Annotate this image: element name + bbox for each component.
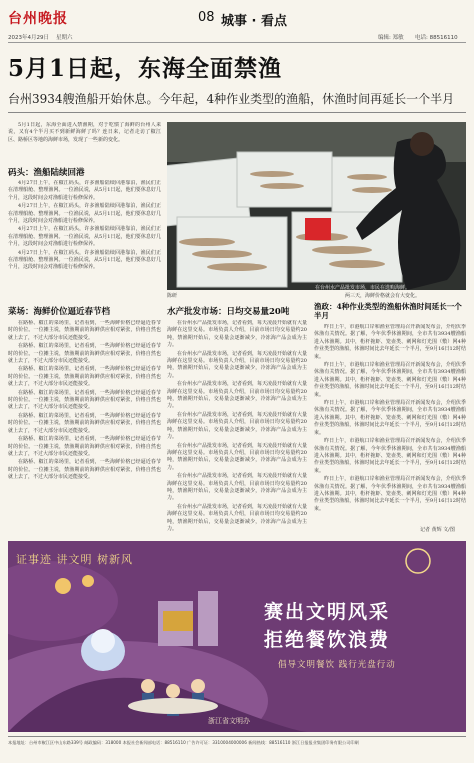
footer: 本报地址：台州市椒江区中山东路339号 邮政编码：318000 本报社会新闻部电话：88516110 广告许可证：3310004000006 新闻热线：88516110 浙江日报报业集团印务有限公司印刷	[8, 740, 359, 745]
issue-weekday: 星期六	[56, 35, 73, 41]
section-text-wholesale: 在台州水产品批发市场，记者看到，每天凌晨开始就有大量海鲜在这里交易。市场负责人介绍，目前市场日均交易量约20吨，禁渔期开始后，交易量会逐渐减少，冷冻海产品会成为主力。 在台州水产品批发市场，记者看到，每天凌晨开始就有大量海鲜在这里交易。市场负责人介绍，目前市场日均交易量约20吨，禁渔期开始后，交易量会逐渐减少，冷冻海产品会成为主力。 在台州水产品批发市场，记者看到，每天凌晨开始就有大量海鲜在这里交易。市场负责人介绍，目前市场日均交易量约20吨，禁渔期开始后，交易量会逐渐减少，冷冻海产品会成为主力。 在台州水产品批发市场，记者看到，每天凌晨开始就有大量海鲜在这里交易。市场负责人介绍，目前市场日均交易量约20吨，禁渔期开始后，交易量会逐渐减少，冷冻海产品会成为主力。 在台州水产品批发市场，记者看到，每天凌晨开始就有大量海鲜在这里交易。市场负责人介绍，目前市场日均交易量约20吨，禁渔期开始后，交易量会逐渐减少，冷冻海产品会成为主力。 在台州水产品批发市场，记者看到，每天凌晨开始就有大量海鲜在这里交易。市场负责人介绍，目前市场日均交易量约20吨，禁渔期开始后，交易量会逐渐减少，冷冻海产品会成为主力。 在台州水产品批发市场，记者看到，每天凌晨开始就有大量海鲜在这里交易。市场负责人介绍，目前市场日均交易量约20吨，禁渔期开始后，交易量会逐渐减少，冷冻海产品会成为主力。	[167, 320, 307, 532]
masthead	[8, 6, 466, 32]
section-text-dock: 4月27日上午，在椒江码头，许多渔船陆续回港靠泊，渔民们正在清理船舱、整理渔网。一位渔民说，从5月1日起，他们要休息好几个月，这段时间会对渔船进行检修保养。 4月27日上午，在椒江码头，许多渔船陆续回港靠泊，渔民们正在清理船舱、整理渔网。一位渔民说，从5月1日起，他们要休息好几个月，这段时间会对渔船进行检修保养。 4月27日上午，在椒江码头，许多渔船陆续回港靠泊，渔民们正在清理船舱、整理渔网。一位渔民说，从5月1日起，他们要休息好几个月，这段时间会对渔船进行检修保养。 4月27日上午，在椒江码头，许多渔船陆续回港靠泊，渔民们正在清理船舱、整理渔网。一位渔民说，从5月1日起，他们要休息好几个月，这段时间会对渔船进行检修保养。	[8, 180, 161, 271]
page-number: 08	[198, 10, 215, 25]
footer-divider	[8, 736, 466, 737]
section-heading-fishery: 渔政：4种作业类型的渔船休渔时间延长一个半月	[314, 302, 462, 320]
photo-caption: 在台州水产品批发市场，市民在选购海鲜。	[315, 285, 411, 291]
photo-caption-right: 两三天，海鲜价格就会有大变化。	[345, 293, 421, 299]
info-bar	[8, 32, 466, 43]
ad-title-line1: 赛出文明风采	[264, 601, 391, 623]
page-subheadline: 台州3934艘渔船开始休息。今年起，4种作业类型的渔船，休渔时间再延长一个半月	[8, 92, 455, 106]
ad-top-slogan: 证事迹 讲文明 树新风	[16, 553, 133, 566]
ad-organization: 浙江省文明办	[208, 717, 250, 725]
editor-phone: 电话: 88516110	[415, 35, 458, 41]
section-heading-dock: 码头：渔船陆续回港	[8, 168, 85, 178]
section-text-market: 在路桥、椒江的菜场里，记者看到，一些海鲜价格已经逼近春节时的价位。一位摊主说，禁渔期前的海鲜供应相对紧张，价格自然也就上去了，不过大部分市民还能接受。 在路桥、椒江的菜场里，记者看到，一些海鲜价格已经逼近春节时的价位。一位摊主说，禁渔期前的海鲜供应相对紧张，价格自然也就上去了，不过大部分市民还能接受。 在路桥、椒江的菜场里，记者看到，一些海鲜价格已经逼近春节时的价位。一位摊主说，禁渔期前的海鲜供应相对紧张，价格自然也就上去了，不过大部分市民还能接受。 在路桥、椒江的菜场里，记者看到，一些海鲜价格已经逼近春节时的价位。一位摊主说，禁渔期前的海鲜供应相对紧张，价格自然也就上去了，不过大部分市民还能接受。 在路桥、椒江的菜场里，记者看到，一些海鲜价格已经逼近春节时的价位。一位摊主说，禁渔期前的海鲜供应相对紧张，价格自然也就上去了，不过大部分市民还能接受。 在路桥、椒江的菜场里，记者看到，一些海鲜价格已经逼近春节时的价位。一位摊主说，禁渔期前的海鲜供应相对紧张，价格自然也就上去了，不过大部分市民还能接受。 在路桥、椒江的菜场里，记者看到，一些海鲜价格已经逼近春节时的价位。一位摊主说，禁渔期前的海鲜供应相对紧张，价格自然也就上去了，不过大部分市民还能接受。	[8, 320, 161, 481]
section-title: 城事 · 看点	[221, 14, 287, 29]
newspaper-logo: 台州晚报	[8, 11, 68, 27]
section-heading-wholesale: 水产批发市场：日均交易量20吨	[167, 307, 290, 317]
ad-illustration	[8, 541, 466, 732]
byline: 记者 黄辉 文/图	[420, 527, 455, 533]
ad-title-line2: 拒绝餐饮浪费	[264, 629, 391, 651]
issue-date: 2023年4月29日	[8, 35, 49, 41]
photo-caption-left: 陈研	[167, 293, 178, 299]
fish-crates-illustration	[167, 122, 466, 290]
ad-subtitle: 倡导文明餐饮 践行光盘行动	[278, 660, 396, 670]
market-photo	[167, 122, 466, 290]
divider	[8, 112, 466, 113]
intro-text: 5月1日起，东海全面进入禁渔期，对于吃惯了海鲜的台州人来说，又有4个半月买不到新鲜海鲜了吗？连日来，记者走访了椒江区、路桥区等地的海鲜市场，发现了一些新的变化。	[8, 122, 161, 143]
section-text-fishery: 昨日上午，市港航口岸和渔业管理局召开新闻发布会，介绍伏季休渔有关情况。据了解，今年伏季休渔期间，全市共有3934艘渔船进入休渔期。其中，桁杆拖虾、笼壶类、刺网和灯光围（敷）网4种作业类型的渔船，休渔时间比去年延长一个半月，至9月16日12时结束。 昨日上午，市港航口岸和渔业管理局召开新闻发布会，介绍伏季休渔有关情况。据了解，今年伏季休渔期间，全市共有3934艘渔船进入休渔期。其中，桁杆拖虾、笼壶类、刺网和灯光围（敷）网4种作业类型的渔船，休渔时间比去年延长一个半月，至9月16日12时结束。 昨日上午，市港航口岸和渔业管理局召开新闻发布会，介绍伏季休渔有关情况。据了解，今年伏季休渔期间，全市共有3934艘渔船进入休渔期。其中，桁杆拖虾、笼壶类、刺网和灯光围（敷）网4种作业类型的渔船，休渔时间比去年延长一个半月，至9月16日12时结束。 昨日上午，市港航口岸和渔业管理局召开新闻发布会，介绍伏季休渔有关情况。据了解，今年伏季休渔期间，全市共有3934艘渔船进入休渔期。其中，桁杆拖虾、笼壶类、刺网和灯光围（敷）网4种作业类型的渔船，休渔时间比去年延长一个半月，至9月16日12时结束。 昨日上午，市港航口岸和渔业管理局召开新闻发布会，介绍伏季休渔有关情况。据了解，今年伏季休渔期间，全市共有3934艘渔船进入休渔期。其中，桁杆拖虾、笼壶类、刺网和灯光围（敷）网4种作业类型的渔船，休渔时间比去年延长一个半月，至9月16日12时结束。	[314, 324, 466, 512]
public-service-ad	[8, 541, 466, 732]
page-headline: 5月1日起，东海全面禁渔	[8, 55, 283, 82]
section-heading-market: 菜场：海鲜价位逼近春节档	[8, 307, 111, 317]
editor-name: 编辑: 郑敏	[378, 35, 404, 41]
